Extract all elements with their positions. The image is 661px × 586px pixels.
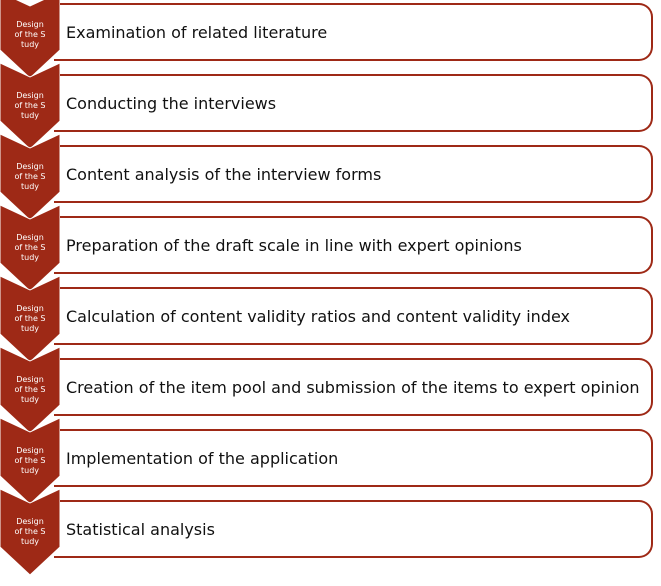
step-text: Examination of related literature	[66, 22, 328, 42]
process-step	[0, 142, 661, 213]
chevron-label: Design of the Study	[14, 233, 46, 262]
step-text: Implementation of the application	[66, 448, 339, 468]
step-box	[54, 287, 653, 345]
chevron-label: Design of the Study	[14, 304, 46, 333]
process-step	[0, 497, 661, 568]
chevron-label: Design of the Study	[14, 20, 46, 49]
step-box	[54, 145, 653, 203]
step-box	[54, 216, 653, 274]
process-step	[0, 355, 661, 426]
chevron-label: Design of the Study	[14, 375, 46, 404]
step-box	[54, 358, 653, 416]
step-text: Statistical analysis	[66, 519, 215, 539]
chevron-label: Design of the Study	[14, 446, 46, 475]
step-text: Preparation of the draft scale in line with expert opinions	[66, 235, 522, 255]
step-box	[54, 74, 653, 132]
step-text: Conducting the interviews	[66, 93, 277, 113]
process-step	[0, 0, 661, 71]
chevron-label: Design of the Study	[14, 517, 46, 546]
step-box	[54, 429, 653, 487]
process-step	[0, 71, 661, 142]
step-text: Calculation of content validity ratios and content validity index	[66, 306, 570, 326]
process-step	[0, 426, 661, 497]
process-step	[0, 284, 661, 355]
chevron-arrow	[0, 489, 60, 575]
chevron-label: Design of the Study	[14, 91, 46, 120]
step-text: Content analysis of the interview forms	[66, 164, 382, 184]
chevron-label: Design of the Study	[14, 162, 46, 191]
step-box	[54, 3, 653, 61]
step-box	[54, 500, 653, 558]
step-text: Creation of the item pool and submission of the items to expert opinion	[66, 377, 640, 397]
process-step	[0, 213, 661, 284]
